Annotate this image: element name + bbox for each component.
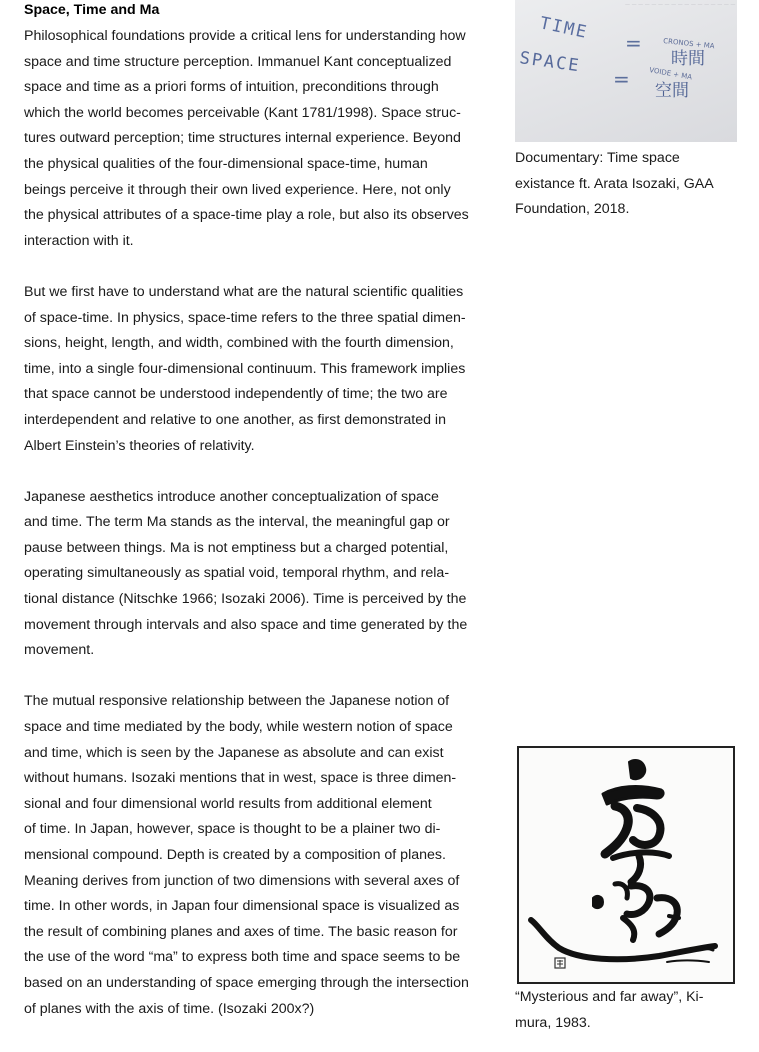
paragraph-kant [24,24,510,254]
text-line: based on an understanding of space emerging through the intersection [24,974,469,991]
caption-line: Documentary: Time space [515,150,680,166]
text-line: beings perceive it through their own lived experience. Here, not only [24,181,451,198]
whiteboard-photo [515,0,737,142]
text-line: The mutual responsive relationship between the Japanese notion of [24,693,450,710]
text-line: Philosophical foundations provide a critical lens for understanding how [24,28,466,44]
paragraph-physics [24,280,510,459]
text-line: that space cannot be understood independently of time; the two are [24,386,448,403]
text-line: movement through intervals and also space and time generated by the [24,616,468,633]
text-line: sions, height, length, and width, combined with the fourth dimension, [24,335,454,352]
faint-print-text: — — — — — — — — — — — — — — — — — [625,2,736,8]
text-line: Albert Einstein’s theories of relativity. [24,437,255,454]
word-space: SPACE [518,48,582,77]
text-line: space and time as a priori forms of intuition, preconditions through [24,79,439,96]
caption-line: “Mysterious and far away”, Ki- [515,989,704,1005]
text-line: But we first have to understand what are the natural scientific qualities [24,283,464,300]
figure-caption [515,985,733,1036]
text-line: time. In other words, in Japan four dimensional space is visualized as [24,898,460,915]
text-line: the physical attributes of a space-time play a role, but also its observes [24,207,469,224]
text-line: of time. In Japan, however, space is thought to be a plainer two di- [24,821,441,838]
text-line: and time. The term Ma stands as the interval, the meaningful gap or [24,514,450,531]
article-body [24,0,510,1048]
caption-line: Foundation, 2018. [515,201,630,218]
figure-caption [515,146,738,223]
text-line: interaction with it. [24,232,134,249]
handwriting-drawing [515,0,737,142]
calligraphy-drawing [519,748,733,982]
text-line: without humans. Isozaki mentions that in west, space is three dimen- [24,770,457,787]
text-line: the use of the word “ma” to express both time and space seems to be [24,949,461,966]
text-line: pause between things. Ma is not emptiness but a charged potential, [24,539,449,556]
text-line: movement. [24,642,95,659]
text-line: mensional compound. Depth is created by a composition of planes. [24,847,446,863]
text-line: Meaning derives from junction of two dimensions with several axes of [24,872,460,889]
text-line: the result of combining planes and axes of time. The basic reason for [24,923,458,940]
equals-sign-time: = [625,31,642,55]
text-line: time, into a single four-dimensional continuum. This framework implies [24,360,466,377]
text-line: Japanese aesthetics introduce another conceptualization of space [24,488,439,505]
text-line: space and time structure perception. Immanuel Kant conceptualized [24,53,452,70]
caption-line: existance ft. Arata Isozaki, GAA [515,175,714,192]
text-line: tional distance (Nitschke 1966; Isozaki 2006). Time is perceived by the [24,591,467,608]
paragraph-isozaki [24,689,510,1022]
text-line: of space-time. In physics, space-time refers to the three spatial dimen- [24,309,466,326]
time-gloss: CRONOS + MA [662,37,715,51]
text-line: which the world becomes perceivable (Kant 1781/1998). Space struc- [24,104,461,121]
figure-calligraphy [515,746,733,1036]
calligraphy-brushwork [531,760,715,962]
text-line: interdependent and relative to one another, as first demonstrated in [24,411,446,428]
text-line: the physical qualities of the four-dimensional space-time, human [24,155,428,172]
caption-line: mura, 1983. [515,1014,591,1031]
artist-seal-icon [555,958,565,968]
text-line: tures outward perception; time structures internal experience. Beyond [24,130,461,147]
text-line: of planes with the axis of time. (Isozaki 200x?) [24,1000,315,1017]
text-line: sional and four dimensional world results from additional element [24,795,432,812]
text-line: space and time mediated by the body, while western notion of space [24,719,453,736]
equals-sign-space: = [613,67,630,91]
paragraph-japanese-aesthetics [24,485,510,664]
calligraphy-artwork [517,746,735,984]
text-line: operating simultaneously as spatial void, temporal rhythm, and rela- [24,565,450,582]
word-time: TIME [537,13,591,44]
time-kanji: 時間 [671,49,705,69]
space-kanji: 空間 [655,81,689,101]
text-line: and time, which is seen by the Japanese as absolute and can exist [24,744,444,761]
space-gloss: VOIDE + MA [648,66,693,82]
figure-time-space-whiteboard [515,0,738,223]
section-title: Space, Time and Ma [24,2,160,18]
